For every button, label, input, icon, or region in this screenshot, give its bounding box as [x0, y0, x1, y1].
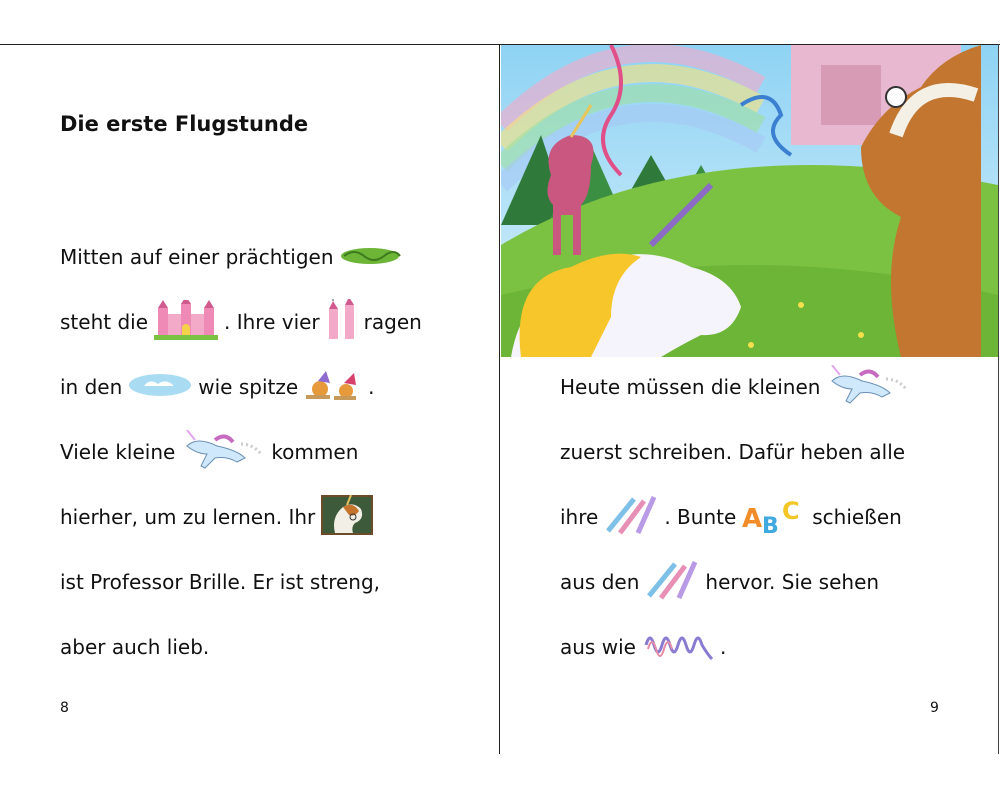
line-text: wie spitze: [198, 375, 299, 399]
line-text: ragen: [363, 310, 422, 334]
text-line-4: [60, 435, 358, 469]
line-text: . Ihre vier: [224, 310, 320, 334]
line-text: hervor. Sie sehen: [705, 570, 880, 594]
line-text: in den: [60, 375, 123, 399]
line-text: ihre: [560, 505, 599, 529]
text-line-6: [60, 565, 380, 599]
teacher-unicorn-icon: [321, 495, 373, 540]
text-line-1: [60, 240, 408, 274]
text-line-8: [560, 370, 916, 404]
line-text: Mitten auf einer prächtigen: [60, 245, 334, 269]
text-line-5: [60, 500, 379, 534]
unicorn-icon: [826, 365, 910, 410]
book-spine: [499, 44, 500, 754]
line-text: ist Professor Brille. Er ist streng,: [60, 570, 381, 594]
line-text: hierher, um zu lernen. Ihr: [60, 505, 316, 529]
line-text: aus den: [560, 570, 640, 594]
svg-text:B: B: [762, 513, 780, 535]
abc-letters-icon: [742, 495, 806, 540]
snails-icon: [304, 369, 362, 406]
line-text: schießen: [812, 505, 902, 529]
text-line-2: [60, 305, 422, 339]
sky-icon: [128, 372, 192, 403]
page-edge: [998, 44, 999, 754]
horns-icon: [645, 560, 699, 605]
spiral-ribbon-icon: [642, 627, 714, 668]
line-text: . Bunte: [664, 505, 737, 529]
svg-text:C: C: [782, 496, 800, 525]
line-text: zuerst schreiben. Dafür heben alle: [560, 440, 906, 464]
towers-icon: [326, 299, 358, 346]
line-text: .: [368, 375, 375, 399]
line-text: .: [719, 635, 727, 659]
text-line-3: [60, 370, 375, 404]
line-text: Heute müssen die kleinen: [560, 375, 821, 399]
text-line-12: [560, 630, 726, 664]
line-text: aus wie: [560, 635, 636, 659]
meadow-icon: [340, 244, 402, 271]
unicorns-meadow-rainbow-illustration: [501, 45, 998, 357]
line-text: kommen: [271, 440, 359, 464]
unicorn-icon: [181, 430, 265, 475]
text-line-7: [60, 630, 209, 664]
svg-text:A: A: [742, 503, 763, 534]
line-text: steht die: [60, 310, 148, 334]
text-line-9: [560, 435, 905, 469]
line-text: aber auch lieb.: [60, 635, 210, 659]
text-line-11: [560, 565, 879, 599]
castle-icon: [154, 300, 218, 345]
text-line-10: [560, 496, 902, 535]
page-number-left: 8: [60, 700, 69, 716]
line-text: Viele kleine: [60, 440, 176, 464]
page-number-right: 9: [930, 700, 939, 716]
horns-icon: [604, 495, 658, 540]
chapter-title: Die erste Flugstunde: [60, 112, 309, 136]
